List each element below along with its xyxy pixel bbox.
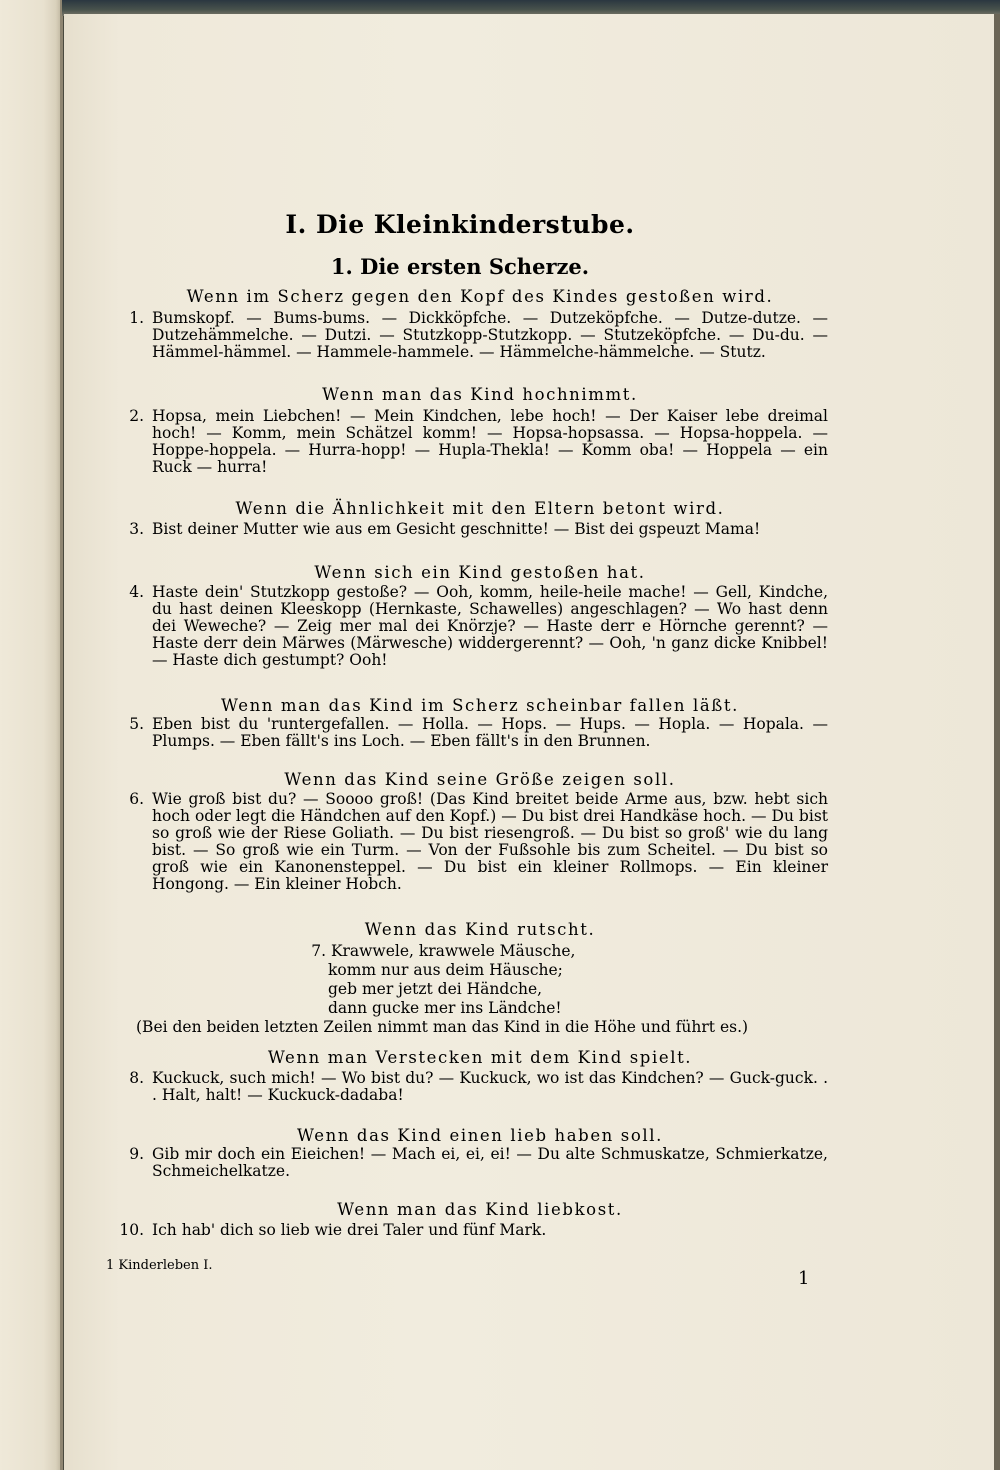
verse-line: dann gucke mer ins Ländche! <box>328 999 562 1017</box>
entry <box>108 791 828 893</box>
entry-number: 5. <box>129 715 144 733</box>
entry-number: 10. <box>119 1221 144 1239</box>
entry-number: 6. <box>129 790 144 808</box>
chapter-title: I. Die Kleinkinderstube. <box>285 210 635 239</box>
verse-note: (Bei den beiden letzten Zeilen nimmt man das Kind in die Höhe und führt es.) <box>136 1018 749 1036</box>
entry-number: 9. <box>129 1145 144 1163</box>
entry-text: Eben bist du 'runtergefallen. — Holla. — Hops. — Hups. — Hopla. — Hopala. — Plumps. — Eben fällt's ins Loch. — Eben fällt's in den Brunnen. <box>152 715 828 750</box>
entry <box>108 1222 828 1239</box>
entry-text: Wie groß bist du? — Soooo groß! (Das Kind breitet beide Arme aus, bzw. hebt sich hoch oder legt die Händchen auf den Kopf.) — Du bist drei Handkäse hoch. — Du bist so groß wie der Riese Goliath. — Du bist riesengroß. — Du bist so groß' wie du lang bist. — So groß wie ein Turm. — Von der Fußsohle bis zum Scheitel. — Du bist so groß wie ein Kanonensteppel. — Du bist ein kleiner Rollmops. — Ein kleiner Hongong. — Ein kleiner Hobch. <box>152 790 828 893</box>
entry-number: 8. <box>129 1069 144 1087</box>
entry-number: 1. <box>129 309 144 327</box>
entry-text: Ich hab' dich so lieb wie drei Taler und fünf Mark. <box>152 1221 547 1239</box>
section-heading: Wenn das Kind einen lieb haben soll. <box>297 1126 663 1145</box>
section-heading: Wenn sich ein Kind gestoßen hat. <box>314 563 646 582</box>
entry <box>108 521 828 538</box>
entry-number: 4. <box>129 583 144 601</box>
gutter-edge <box>60 0 63 1470</box>
entry-number: 2. <box>129 407 144 425</box>
entry <box>108 1146 828 1180</box>
verse-line: geb mer jetzt dei Händche, <box>328 980 543 998</box>
printer-signature: 1 Kinderleben I. <box>106 1258 213 1273</box>
entry-text: Bumskopf. — Bums-bums. — Dickköpfche. — Dutzeköpfche. — Dutze-dutze. — Dutzehämmelche. — Dutzi. — Stutzkopp-Stutzkopp. — Stutzeköpfche. — Du-du. — Hämmel-hämmel. — Hammele-hammele. — Hämmelche-hämmelche. — Stutz. <box>152 309 828 361</box>
entry-number: 7. <box>311 942 326 960</box>
entry-text: Gib mir doch ein Eieichen! — Mach ei, ei, ei! — Du alte Schmuskatze, Schmierkatze, Schmeichelkatze. <box>152 1145 828 1180</box>
section-heading: Wenn man Verstecken mit dem Kind spielt. <box>267 1048 693 1067</box>
entry-text: Kuckuck, such mich! — Wo bist du? — Kuckuck, wo ist das Kindchen? — Guck-guck. . . Halt, halt! — Kuckuck-dadaba! <box>152 1069 828 1104</box>
entry-text: Haste dein' Stutzkopp gestoße? — Ooh, komm, heile-heile mache! — Gell, Kindche, du hast deinen Kleeskopp (Hernkaste, Schawelles) angeschlagen? — Wo hast denn dei Weweche? — Zeig mer mal dei Knörzje? — Haste derr e Hörnche gerennt? — Haste derr dein Märwes (Märwesche) widdergerennt? — Ooh, 'n ganz dicke Knibbel! — Haste dich gestumpt? Ooh! <box>152 583 828 669</box>
page-number: 1 <box>798 1268 810 1289</box>
entry <box>108 1070 828 1104</box>
entry <box>108 716 828 750</box>
section-heading: Wenn man das Kind hochnimmt. <box>322 385 638 404</box>
section-title: 1. Die ersten Scherze. <box>330 254 590 279</box>
verse <box>300 942 700 1018</box>
verse-line: komm nur aus deim Häusche; <box>328 961 563 979</box>
section-heading: Wenn das Kind seine Größe zeigen soll. <box>284 770 676 789</box>
section-heading: Wenn im Scherz gegen den Kopf des Kindes gestoßen wird. <box>186 287 774 306</box>
entry-text: Bist deiner Mutter wie aus em Gesicht geschnitte! — Bist dei gspeuzt Mama! <box>152 520 761 538</box>
book-gutter <box>0 0 62 1470</box>
entry-text: Hopsa, mein Liebchen! — Mein Kindchen, lebe hoch! — Der Kaiser lebe dreimal hoch! — Komm, mein Schätzel komm! — Hopsa-hopsassa. — Hopsa-hoppela. — Hoppe-hoppela. — Hurra-hopp! — Hupla-Thekla! — Komm oba! — Hoppela — ein Ruck — hurra! <box>152 407 828 476</box>
entry <box>108 408 828 476</box>
entry <box>108 584 828 669</box>
section-heading: Wenn man das Kind liebkost. <box>337 1200 623 1219</box>
entry <box>108 310 828 361</box>
verse-line: Krawwele, krawwele Mäusche, <box>330 942 576 960</box>
section-heading: Wenn man das Kind im Scherz scheinbar fallen läßt. <box>221 696 739 715</box>
page-edge <box>994 14 1000 1470</box>
section-heading: Wenn die Ähnlichkeit mit den Eltern betont wird. <box>235 499 725 518</box>
entry-number: 3. <box>129 520 144 538</box>
section-heading: Wenn das Kind rutscht. <box>364 920 596 939</box>
